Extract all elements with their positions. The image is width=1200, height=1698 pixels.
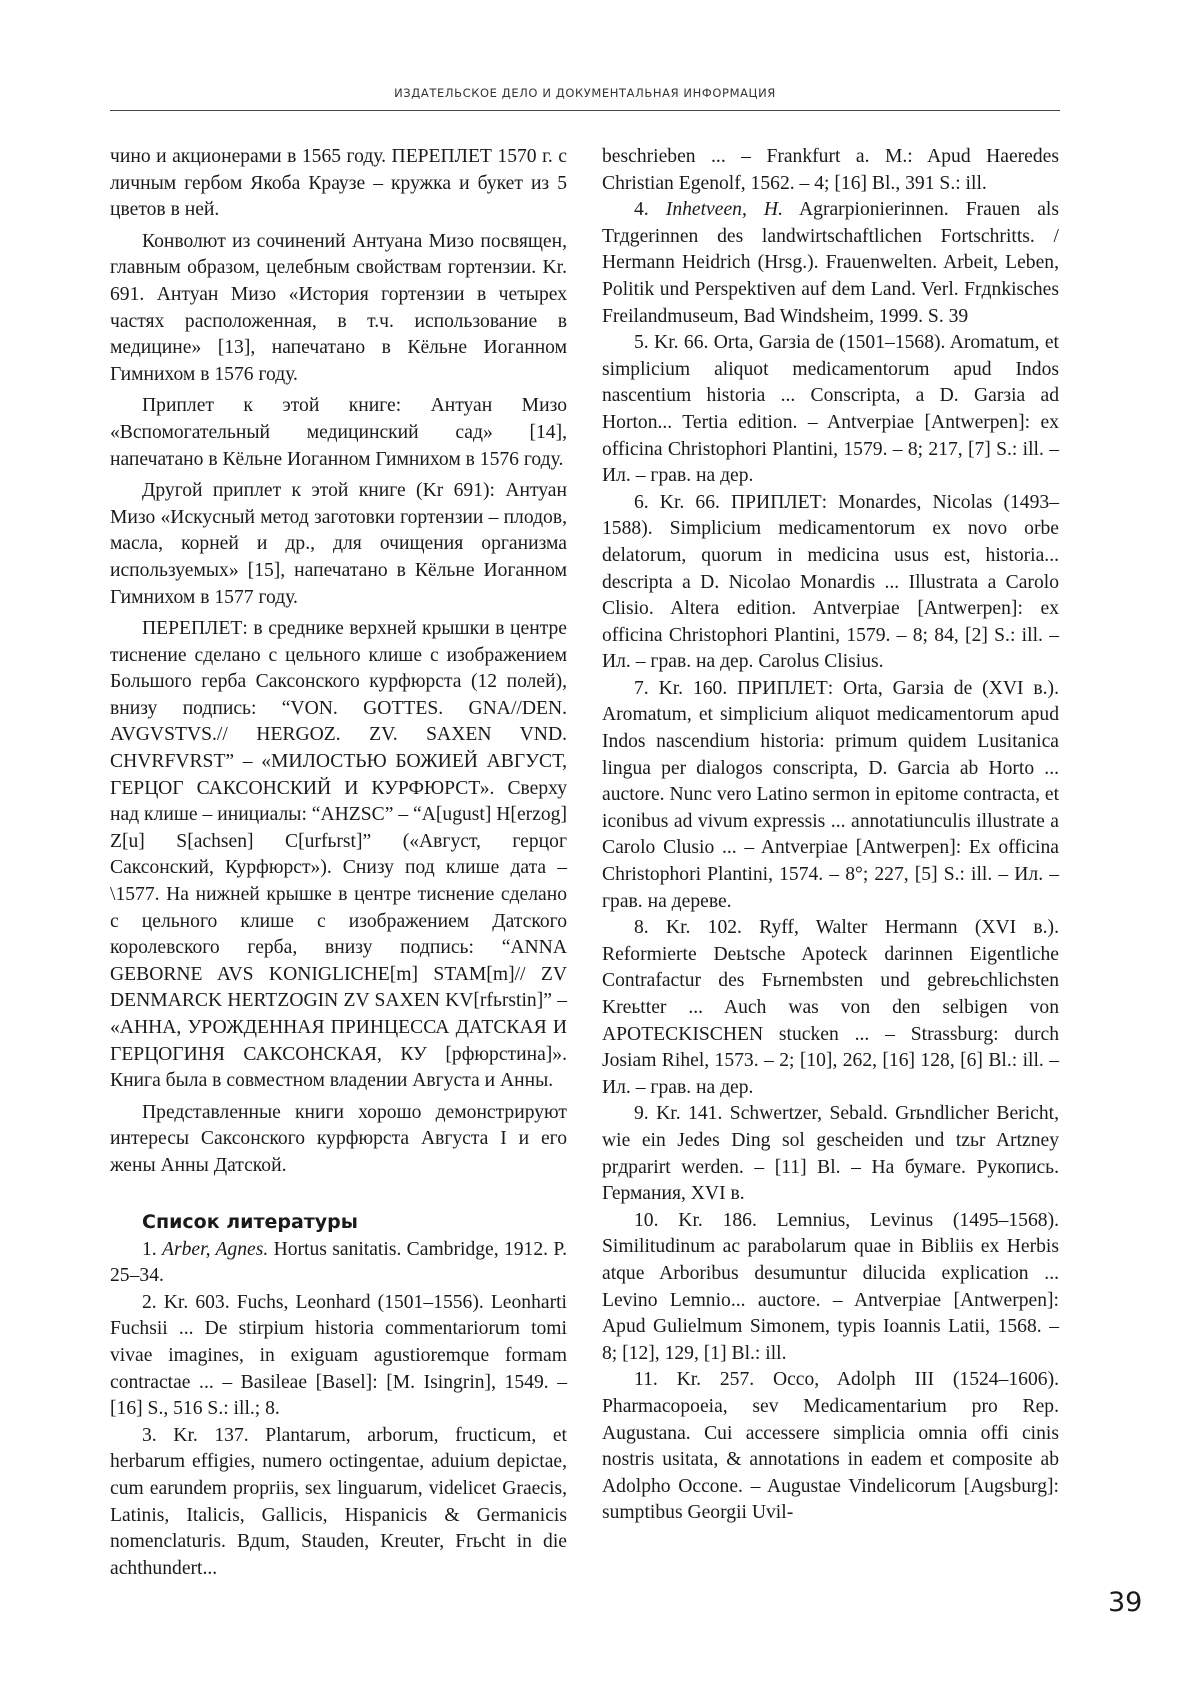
reference-6: 6. Kr. 66. ПРИПЛЕТ: Monardes, Nicolas (1493–1588). Simplicium medicamentorum ex novo orbe delatorum, quorum in medicina usus est, historia... descripta a D. Nicolao Monardis ... Illustrata a Carolo Clisio. Altera edition. Antverpiae [Antwerpen]: ex officina Christophori Plantini, 1579. – 8; 84, [2] S.: ill. – Ил. – грав. на дер. Carolus Clisius. xyxy=(602,491,1059,673)
reference-1 xyxy=(110,1237,567,1290)
body-paragraph-4: Другой приплет к этой книге (Kr 691): Антуан Мизо «Искусный метод заготовки гортензии – плодов, масла, корней и др., для очищения организма используемых» [15], напечатано в Кёльне Иоганном Гимнихом в 1577 году. xyxy=(110,480,567,608)
reference-4-author: Inhetveen, H. xyxy=(665,199,783,221)
right-column xyxy=(602,144,1059,1527)
body-paragraph-5: ПЕРЕПЛЕТ: в среднике верхней крышки в центре тиснение сделано с цельного клише с изображением Большого герба Саксонского курфюрста (12 полей), внизу подпись: “VON. GOTTES. GNA//DEN. AVGVSTVS.// HERGOZ. ZV. SAXEN VND. CHVRFVRST” – «МИЛОСТЬЮ БОЖИЕЙ АВГУСТ, ГЕРЦОГ САКСОНСКИЙ И КУРФЮРСТ». Сверху над клише – инициалы: “AHZSC” – “A[ugust] H[erzog] Z[u] S[achsen] C[urfьrst]” («Август, герцог Саксонский, Курфюрст»). Снизу под клише дата – \1577. На нижней крышке в центре тиснение сделано с цельного клише с изображением Датского королевского герба, внизу подпись: “ANNA GEBORNE AVS KONIGLICHE[m] STAM[m]// ZV DENMARCK HERTZOGIN ZV SAXEN KV[rfьrstin]” – «АННА, УРОЖДЕННАЯ ПРИНЦЕССА ДАТСКАЯ И ГЕРЦОГИНЯ САКСОНСКАЯ, КУ [рфюрстина]». Книга была в совместном владении Августа и Анны. xyxy=(110,618,567,1092)
references-heading: Список литературы xyxy=(142,1210,358,1233)
header-rule xyxy=(110,110,1060,111)
body-paragraph-1: чино и акционерами в 1565 году. ПЕРЕПЛЕТ 1570 г. с личным гербом Якоба Краузе – кружка и букет из 5 цветов в ней. xyxy=(110,146,567,221)
reference-4-text: Agrarpionierinnen. Frauen als Trдgerinnen des landwirtschaftlichen Fortschritts. / Hermann Heidrich (Hrsg.). Frauenwelten. Arbeit, Leben, Politik und Perspektiven auf dem Land. Verl. Frдnkisches Freilandmuseum, Bad Windsheim, 1999. S. 39 xyxy=(602,199,1060,327)
body-paragraph-6: Представленные книги хорошо демонстрируют интересы Саксонского курфюрста Августа I и его жены Анны Датской. xyxy=(110,1101,567,1176)
page-number: 39 xyxy=(1108,1587,1143,1618)
reference-10: 10. Kr. 186. Lemnius, Levinus (1495–1568). Similitudinum ac parabolarum quae in Bibliis ex Herbis atque Arboribus desumuntur dilucida explication ... Levino Lemnio... auctore. – Antverpiae [Antwerpen]: Apud Gulielmum Simonem, typis Ioannis Latii, 1568. – 8; [12], 129, [1] Bl.: ill. xyxy=(602,1209,1059,1364)
running-header: ИЗДАТЕЛЬСКОЕ ДЕЛО И ДОКУМЕНТАЛЬНАЯ ИНФОРМАЦИЯ xyxy=(394,86,776,100)
reference-9: 9. Kr. 141. Schwertzer, Sebald. Grьndlicher Bericht, wie ein Jedes Ding sol gescheiden und tzьr Artzney prдparirt werden. – [11] Bl. – На бумаге. Рукопись. Германия, XVI в. xyxy=(602,1103,1059,1205)
reference-1-number: 1. xyxy=(142,1238,163,1260)
reference-11: 11. Kr. 257. Occo, Adolph III (1524–1606). Pharmacopoeia, sev Medicamentarium pro Rep. Augustana. Cui accessere simplicia omnia offi cinis nostris usitata, & annotations in eadem et composite ab Adolpho Occone. – Augustae Vindelicorum [Augsburg]: sumptibus Georgii Uvil- xyxy=(602,1369,1059,1524)
reference-4-number: 4. xyxy=(634,199,666,221)
reference-1-author: Arber, Agnes. xyxy=(162,1238,269,1260)
reference-1-text: Hortus sanitatis. Cambridge, 1912. P. 25–34. xyxy=(110,1238,568,1287)
left-column xyxy=(110,144,567,1582)
reference-3-end: beschrieben ... – Frankfurt a. M.: Apud Haeredes Christian Egenolf, 1562. – 4; [16] Bl., 391 S.: ill. xyxy=(602,146,1059,194)
reference-3-start: 3. Kr. 137. Plantarum, arborum, fructicum, et herbarum effigies, numero octingentae, aduium depictae, cum earundem propriis, sex linguarum, videlicet Graecis, Latinis, Italicis, Gallicis, Hispanicis & Germanicis nomenclaturis. Bдum, Stauden, Kreuter, Frьcht in die achthundert... xyxy=(110,1424,567,1579)
reference-2: 2. Kr. 603. Fuchs, Leonhard (1501–1556). Leonharti Fuchsii ... De stirpium historia commentariorum tomi vivae imagines, in exiguam agustioremque formam contractae ... – Basileae [Basel]: [M. Isingrin], 1549. – [16] S., 516 S.: ill.; 8. xyxy=(110,1291,567,1420)
reference-4 xyxy=(602,197,1059,330)
reference-8: 8. Kr. 102. Ryff, Walter Hermann (XVI в.). Reformierte Deьtsche Apoteck darinnen Eigentliche Contrafactur des Fьrnembsten und gebreьchlichsten Kreьtter ... Auch was von den selbigen von APOTECKISCHEN stucken ... – Strassburg: durch Josiam Rihel, 1573. – 2; [10], 262, [16] 128, [6] Bl.: ill. – Ил. – грав. на дер. xyxy=(602,917,1059,1098)
body-paragraph-2: Конволют из сочинений Антуана Мизо посвящен, главным образом, целебным свойствам гортензии. Kr. 691. Антуан Мизо «История гортензии в четырех частях расположенная, в т.ч. использование в медицине» [13], напечатано в Кёльне Иоганном Гимнихом в 1576 году. xyxy=(110,230,567,385)
reference-5: 5. Kr. 66. Orta, Garзia de (1501–1568). Aromatum, et simplicium aliquot medicamentorum apud Indos nascentium historia ... Conscripta, a D. Garзia ad Horton... Tertia edition. – Antverpiae [Antwerpen]: ex officina Christophori Plantini, 1579. – 8; 217, [7] S.: ill. – Ил. – грав. на дер. xyxy=(602,332,1059,487)
body-paragraph-3: Приплет к этой книге: Антуан Мизо «Вспомогательный медицинский сад» [14], напечатано в Кёльне Иоганном Гимнихом в 1576 году. xyxy=(110,395,567,470)
reference-7: 7. Kr. 160. ПРИПЛЕТ: Orta, Garзia de (XVI в.). Aromatum, et simplicium aliquot medicamentorum apud Indos nascendium historia: primum quidem Lusitanica lingua per dialogos conscripta, D. Garcia ab Horto ... auctore. Nunc vero Latino sermon in epitome contracta, et iconibus ad vivum expressis ... annotatiunculis illustrate a Carolo Clusio ... – Antverpiae [Antwerpen]: Ex officina Christophori Plantini, 1574. – 8°; 227, [5] S.: ill. – Ил. – грав. на дереве. xyxy=(602,677,1060,912)
